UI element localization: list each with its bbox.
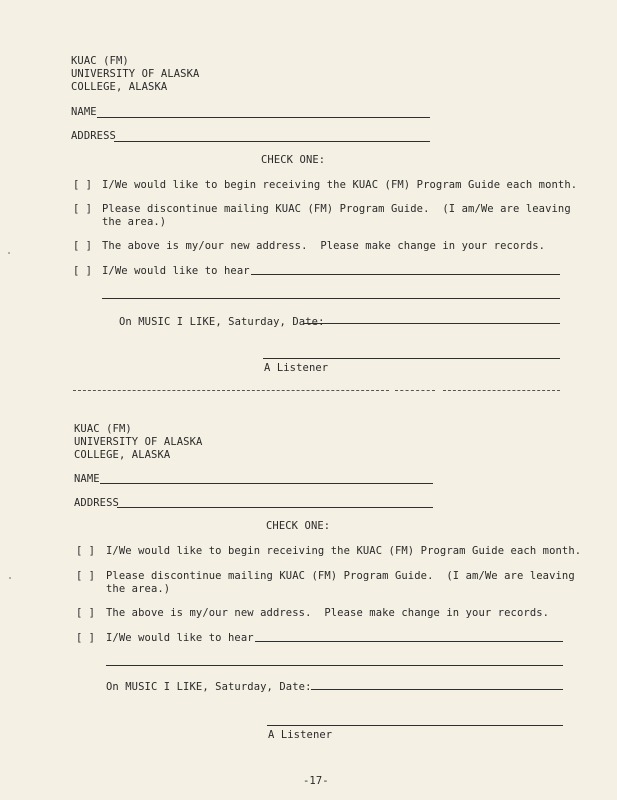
- check-one-heading: CHECK ONE:: [261, 154, 326, 166]
- name-field-line[interactable]: [97, 117, 430, 118]
- checkbox-new-address[interactable]: [ ]: [73, 240, 92, 252]
- address-field-line[interactable]: [117, 507, 433, 508]
- address-label: ADDRESS: [74, 497, 119, 509]
- option-request: I/We would like to hear: [106, 632, 254, 644]
- listener-label: A Listener: [268, 729, 333, 741]
- music-i-like-date-label: On MUSIC I LIKE, Saturday, Date:: [119, 316, 325, 328]
- option-new-address: The above is my/our new address. Please make change in your records.: [102, 240, 546, 252]
- listener-label: A Listener: [264, 362, 329, 374]
- university-name: UNIVERSITY OF ALASKA: [71, 68, 200, 80]
- checkbox-discontinue[interactable]: [ ]: [73, 203, 92, 215]
- request-field-line-2[interactable]: [106, 665, 563, 666]
- name-label: NAME: [74, 473, 100, 485]
- option-new-address: The above is my/our new address. Please make change in your records.: [106, 607, 550, 619]
- checkbox-discontinue[interactable]: [ ]: [76, 570, 95, 582]
- paper-speck: [9, 577, 11, 579]
- option-subscribe: I/We would like to begin receiving the KUAC (FM) Program Guide each month.: [102, 179, 578, 191]
- checkbox-request[interactable]: [ ]: [76, 632, 95, 644]
- signature-line[interactable]: [263, 358, 560, 359]
- college-location: COLLEGE, ALASKA: [71, 81, 168, 93]
- option-subscribe: I/We would like to begin receiving the KUAC (FM) Program Guide each month.: [106, 545, 582, 557]
- checkbox-subscribe[interactable]: [ ]: [76, 545, 95, 557]
- option-discontinue-cont: the area.): [102, 216, 167, 228]
- address-field-line[interactable]: [114, 141, 430, 142]
- request-field-line[interactable]: [255, 641, 563, 642]
- request-field-line-2[interactable]: [102, 298, 560, 299]
- college-location: COLLEGE, ALASKA: [74, 449, 171, 461]
- name-label: NAME: [71, 106, 97, 118]
- checkbox-new-address[interactable]: [ ]: [76, 607, 95, 619]
- cut-line-middle: [395, 390, 435, 391]
- cut-line-right: [443, 390, 560, 391]
- checkbox-subscribe[interactable]: [ ]: [73, 179, 92, 191]
- name-field-line[interactable]: [100, 483, 433, 484]
- station-name: KUAC (FM): [74, 423, 132, 435]
- station-name: KUAC (FM): [71, 55, 129, 67]
- address-label: ADDRESS: [71, 130, 116, 142]
- cut-line-left: [73, 390, 389, 391]
- page-number: -17-: [303, 775, 329, 787]
- option-discontinue-cont: the area.): [106, 583, 171, 595]
- option-discontinue: Please discontinue mailing KUAC (FM) Program Guide. (I am/We are leaving: [102, 203, 571, 215]
- option-request: I/We would like to hear: [102, 265, 250, 277]
- music-i-like-date-label: On MUSIC I LIKE, Saturday, Date:: [106, 681, 312, 693]
- date-field-line[interactable]: [311, 689, 563, 690]
- request-field-line[interactable]: [251, 274, 560, 275]
- option-discontinue: Please discontinue mailing KUAC (FM) Program Guide. (I am/We are leaving: [106, 570, 575, 582]
- university-name: UNIVERSITY OF ALASKA: [74, 436, 203, 448]
- date-field-line[interactable]: [304, 323, 560, 324]
- signature-line[interactable]: [267, 725, 563, 726]
- checkbox-request[interactable]: [ ]: [73, 265, 92, 277]
- paper-speck: [8, 252, 10, 254]
- check-one-heading: CHECK ONE:: [266, 520, 331, 532]
